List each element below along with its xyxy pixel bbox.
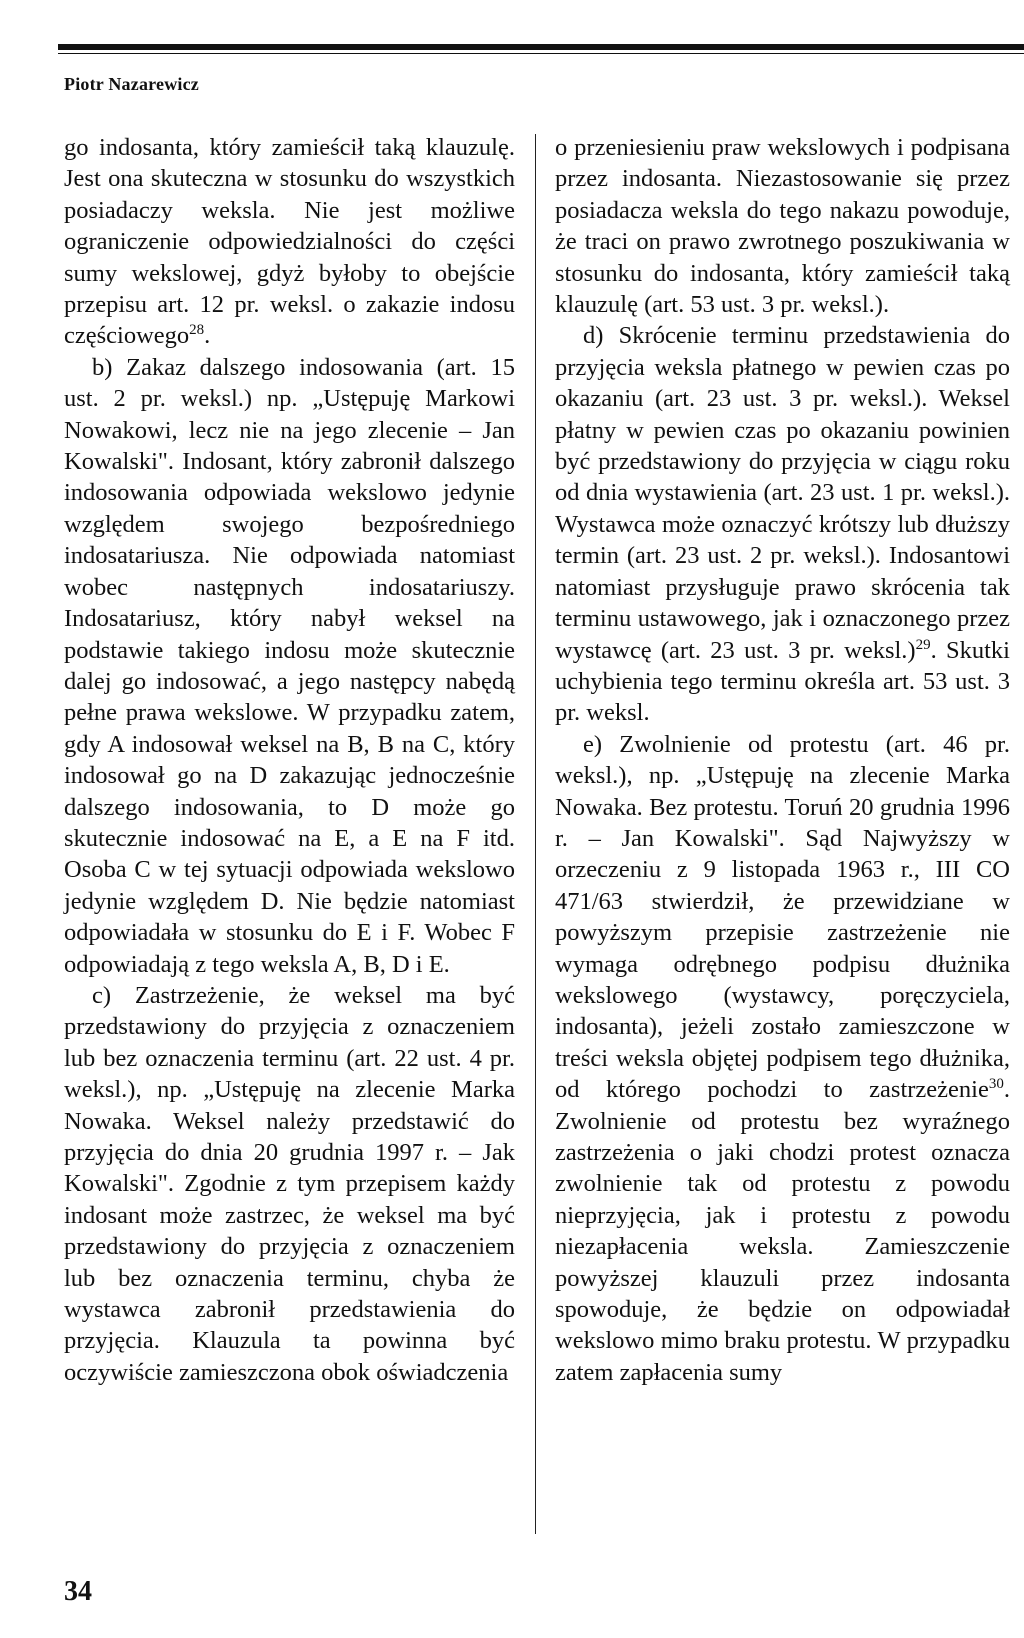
- right-paragraph-3: [555, 729, 1010, 1389]
- right-paragraph-3-end: . Zwolnienie od protestu bez wyraźnego zastrzeżenia o jaki chodzi protest oznacza zwolnienie tak od protestu z powodu nieprzyjęcia, jak i protestu z powodu niezapłacenia weksla. Zamieszczenie powyższej klauzuli przez indosanta spowoduje, że będzie on odpowiadał wekslowo mimo braku protestu. W przypadku zatem zapłacenia sumy: [555, 1076, 1010, 1386]
- column-divider: [535, 134, 536, 1534]
- right-paragraph-2-end: . Skutki uchybienia tego terminu określa art. 53 ust. 3 pr. weksl.: [555, 636, 1010, 727]
- running-head-author: Piotr Nazarewicz: [64, 74, 199, 94]
- right-paragraph-2: [555, 320, 1010, 728]
- footnote-ref-28: 28: [189, 322, 205, 339]
- left-paragraph-1-end: .: [204, 322, 211, 350]
- left-column: [64, 132, 515, 1388]
- left-paragraph-1-text: go indosanta, który zamieścił taką klauzulę. Jest ona skuteczna w stosunku do wszystkich posiadaczy weksla. Nie jest możliwe ograniczenie odpowiedzialności do części sumy wekslowej, gdyż byłoby to obejście przepisu art. 12 pr. weksl. o zakazie indosu częściowego: [64, 134, 515, 350]
- left-paragraph-1: [64, 132, 515, 352]
- header-rule-thin: [58, 53, 1024, 54]
- right-paragraph-3-text: e) Zwolnienie od protestu (art. 46 pr. weksl.), np. „Ustępuję na zlecenie Marka Nowaka. Bez protestu. Toruń 20 grudnia 1996 r. – Jan Kowalski". Sąd Najwyższy w orzeczeniu z 9 listopada 1963 r., III CO 471/63 stwierdził, że przewidziane w powyższym przepisie zastrzeżenie nie wymaga odrębnego podpisu dłużnika wekslowego (wystawcy, poręczyciela, indosanta), jeżeli zostało zamieszczone w treści weksla objętej podpisem tego dłużnika, od którego pochodzi to zastrzeżenie: [555, 730, 1010, 1104]
- left-paragraph-2: b) Zakaz dalszego indosowania (art. 15 ust. 2 pr. weksl.) np. „Ustępuję Markowi Nowakowi, lecz nie na jego zlecenie – Jan Kowalski". Indosant, który zabronił dalszego indosowania odpowiada wekslowo jedynie względem swojego bezpośredniego indosatariusza. Nie odpowiada natomiast wobec następnych indosatariuszy. Indosatariusz, który nabył weksel na podstawie takiego indosu może skutecznie dalej go indosować, a jego następcy nabędą pełne prawa wekslowe. W przypadku zatem, gdy A indosował weksel na B, B na C, który indosował go na D zakazując jednocześnie dalszego indosowania, to D może go skutecznie indosować na E, a E na F itd. Osoba C w tej sytuacji odpowiada wekslowo jedynie względem D. Nie będzie natomiast odpowiadała w stosunku do E i F. Wobec F odpowiadają z tego weksla A, B, D i E.: [64, 353, 515, 978]
- right-column: [555, 132, 1010, 1388]
- footnote-ref-30: 30: [988, 1076, 1004, 1093]
- right-paragraph-1: o przeniesieniu praw wekslowych i podpisana przez indosanta. Niezastosowanie się przez posiadacza weksla do tego nakazu powoduje, że traci on prawo zwrotnego poszukiwania w stosunku do indosanta, który zamieścił taką klauzulę (art. 53 ust. 3 pr. weksl.).: [555, 134, 1010, 319]
- header-rule-thick: [58, 44, 1024, 50]
- footnote-ref-29: 29: [915, 636, 931, 653]
- page-number: 34: [64, 1576, 92, 1607]
- right-paragraph-2-text: d) Skrócenie terminu przedstawienia do przyjęcia weksla płatnego w pewien czas po okazaniu (art. 23 ust. 3 pr. weksl.). Weksel płatny w pewien czas po okazaniu powinien być przedstawiony do przyjęcia w ciągu roku od dnia wystawienia (art. 23 ust. 1 pr. weksl.). Wystawca może oznaczyć krótszy lub dłuższy termin (art. 23 ust. 2 pr. weksl.). Indosantowi natomiast przysługuje prawo skrócenia tak terminu ustawowego, jak i oznaczonego przez wystawcę (art. 23 ust. 3 pr. weksl.): [555, 322, 1010, 664]
- left-paragraph-3: c) Zastrzeżenie, że weksel ma być przedstawiony do przyjęcia z oznaczeniem lub bez oznaczenia terminu (art. 22 ust. 4 pr. weksl.), np. „Ustępuję na zlecenie Marka Nowaka. Weksel należy przedstawić do przyjęcia do dnia 20 grudnia 1997 r. – Jak Kowalski". Zgodnie z tym przepisem każdy indosant może zastrzec, że weksel ma być przedstawiony do przyjęcia z oznaczeniem lub bez oznaczenia terminu, chyba że wystawca zabronił przedstawienia do przyjęcia. Klauzula ta powinna być oczywiście zamieszczona obok oświadczenia: [64, 981, 515, 1386]
